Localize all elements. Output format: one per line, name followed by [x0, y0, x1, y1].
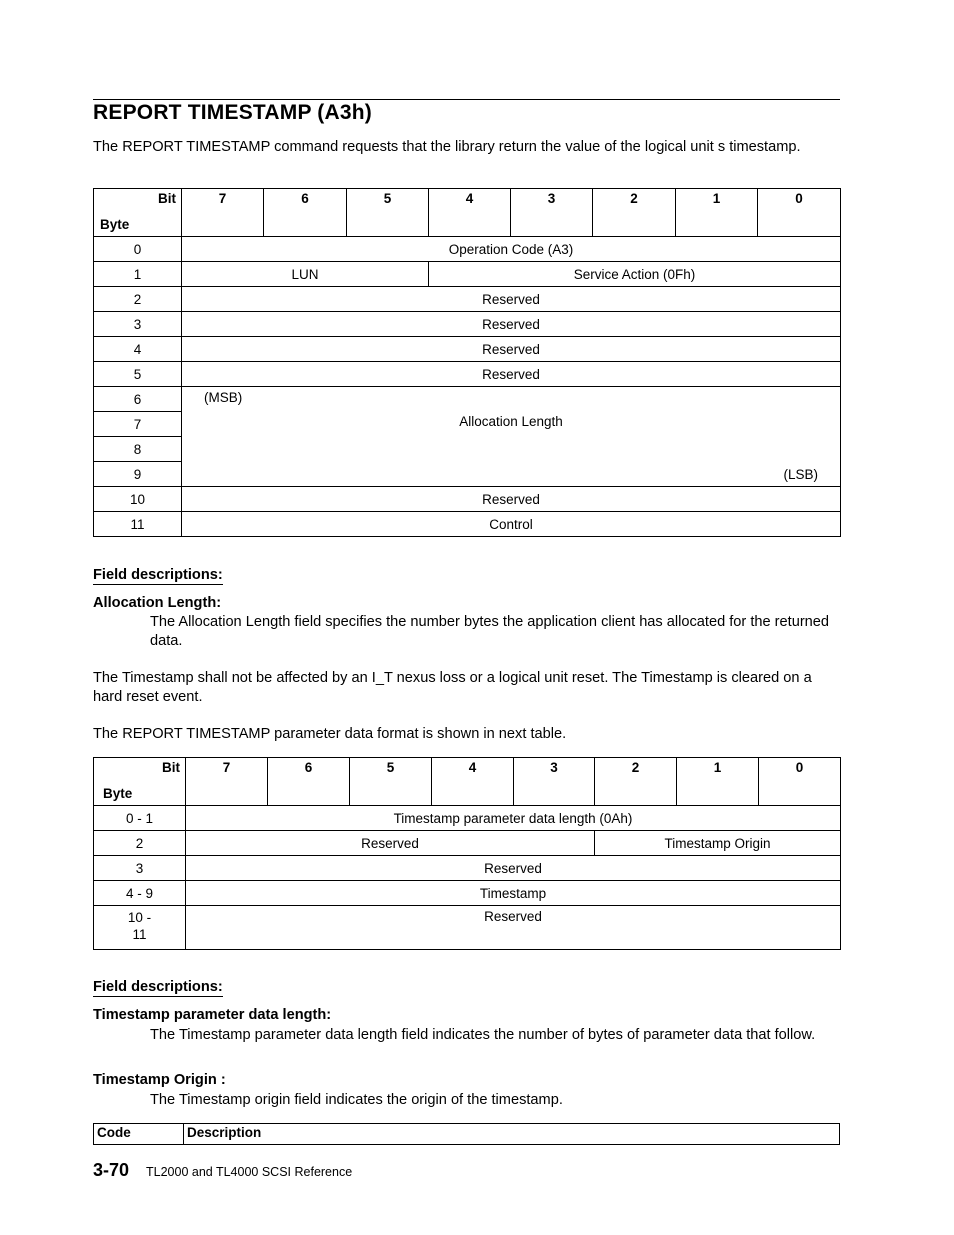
table-row	[94, 806, 841, 831]
table-row	[94, 337, 841, 362]
field-cell: Reserved	[182, 287, 841, 312]
table-row	[94, 287, 841, 312]
bit-label: Bit	[162, 760, 180, 775]
section-title: REPORT TIMESTAMP (A3h)	[93, 101, 372, 124]
service-action-cell: Service Action (0Fh)	[429, 262, 841, 287]
table-row	[94, 831, 841, 856]
byte-cell: 8	[94, 437, 182, 462]
byte-cell: 4	[94, 337, 182, 362]
bit-header: 1	[677, 758, 759, 806]
field-cell: Reserved	[182, 362, 841, 387]
field-cell: Control	[182, 512, 841, 537]
byte-cell: 3	[94, 856, 186, 881]
code-column-header: Code	[94, 1124, 184, 1145]
byte-cell: 10 - 11	[94, 906, 186, 950]
top-rule	[93, 99, 840, 100]
bit-header: 5	[350, 758, 432, 806]
table-row	[94, 487, 841, 512]
table-row	[94, 387, 841, 412]
bit-byte-header	[94, 189, 182, 237]
table-row	[94, 512, 841, 537]
byte-cell: 5	[94, 362, 182, 387]
timestamp-origin-description: The Timestamp origin field indicates the origin of the timestamp.	[150, 1092, 563, 1108]
format-paragraph: The REPORT TIMESTAMP parameter data format is shown in next table.	[93, 726, 567, 742]
byte-cell: 4 - 9	[94, 881, 186, 906]
timestamp-length-description: The Timestamp parameter data length field indicates the number of bytes of parameter data that follow.	[150, 1027, 816, 1043]
table-row	[94, 362, 841, 387]
lsb-label: (LSB)	[783, 467, 818, 482]
byte-cell: 9	[94, 462, 182, 487]
byte-cell: 6	[94, 387, 182, 412]
table-row	[94, 237, 841, 262]
byte-cell: 1	[94, 262, 182, 287]
field-cell: Reserved	[182, 337, 841, 362]
bit-header: 2	[593, 189, 676, 237]
byte-cell: 0 - 1	[94, 806, 186, 831]
lun-cell: LUN	[182, 262, 429, 287]
bit-label: Bit	[158, 191, 176, 206]
intro-paragraph: The REPORT TIMESTAMP command requests that the library return the value of the logical unit s timestamp.	[93, 139, 801, 155]
table-row	[94, 881, 841, 906]
nexus-paragraph: The Timestamp shall not be affected by an I_T nexus loss or a logical unit reset. The Timestamp is cleared on a hard reset event.	[93, 670, 812, 705]
bit-header: 5	[347, 189, 429, 237]
field-cell: Reserved	[186, 856, 841, 881]
bit-byte-header	[94, 758, 186, 806]
table-row	[94, 312, 841, 337]
field-descriptions-heading-2: Field descriptions:	[93, 979, 223, 995]
reserved-cell: Reserved	[186, 831, 595, 856]
byte-cell: 0	[94, 237, 182, 262]
code-table	[93, 1123, 840, 1145]
field-descriptions-heading: Field descriptions:	[93, 567, 223, 583]
field-cell: Timestamp	[186, 881, 841, 906]
bit-header: 4	[429, 189, 511, 237]
field-cell: Reserved	[182, 487, 841, 512]
allocation-length-term: Allocation Length:	[93, 595, 222, 611]
table-row	[94, 856, 841, 881]
allocation-length-label: Allocation Length	[459, 414, 563, 429]
timestamp-origin-term: Timestamp Origin :	[93, 1072, 226, 1088]
bit-header: 4	[432, 758, 514, 806]
byte-cell: 11	[94, 512, 182, 537]
msb-label: (MSB)	[204, 390, 243, 405]
bit-header: 0	[759, 758, 841, 806]
bit-header: 3	[514, 758, 595, 806]
bit-header: 7	[182, 189, 264, 237]
timestamp-length-term: Timestamp parameter data length:	[93, 1007, 332, 1023]
bit-header: 1	[676, 189, 758, 237]
bit-header: 6	[264, 189, 347, 237]
field-cell: Reserved	[186, 906, 841, 950]
byte-cell: 10	[94, 487, 182, 512]
timestamp-origin-cell: Timestamp Origin	[595, 831, 841, 856]
bit-header: 3	[511, 189, 593, 237]
bit-header: 6	[268, 758, 350, 806]
table-row	[94, 262, 841, 287]
parameter-data-table	[93, 757, 841, 950]
page-number: 3-70	[93, 1160, 130, 1180]
document-title: TL2000 and TL4000 SCSI Reference	[146, 1165, 353, 1179]
byte-cell: 3	[94, 312, 182, 337]
description-column-header: Description	[184, 1124, 840, 1145]
byte-label: Byte	[100, 217, 130, 232]
byte-cell: 7	[94, 412, 182, 437]
bit-header: 2	[595, 758, 677, 806]
cdb-table	[93, 188, 841, 537]
byte-cell: 2	[94, 287, 182, 312]
byte-cell: 2	[94, 831, 186, 856]
allocation-length-description: The Allocation Length field specifies the number bytes the application client has allocated for the returned data.	[150, 614, 830, 649]
byte-label: Byte	[103, 786, 133, 801]
field-cell: Operation Code (A3)	[182, 237, 841, 262]
field-cell: Reserved	[182, 312, 841, 337]
table-row	[94, 906, 841, 950]
allocation-length-cell	[182, 387, 841, 487]
field-cell: Timestamp parameter data length (0Ah)	[186, 806, 841, 831]
bit-header: 7	[186, 758, 268, 806]
bit-header: 0	[758, 189, 841, 237]
